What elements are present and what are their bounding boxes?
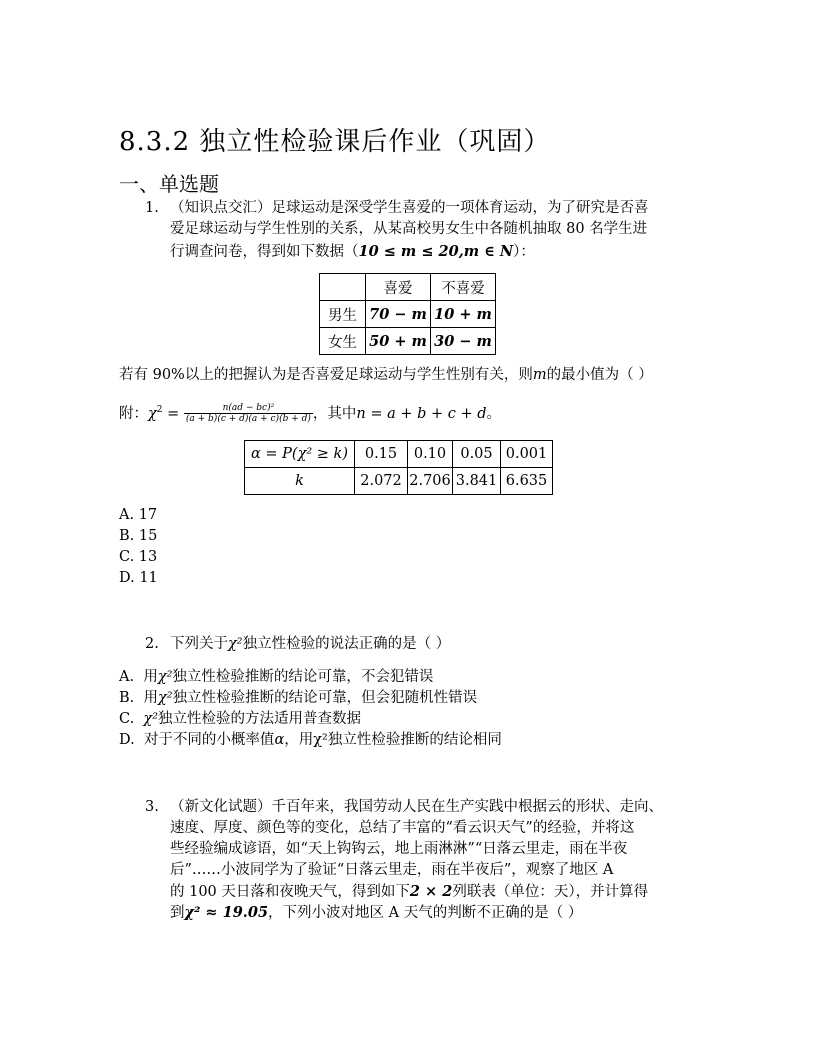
table-cell: k <box>245 468 355 495</box>
table-row <box>245 441 553 468</box>
table-row <box>320 301 496 328</box>
option-text-post: ，用χ²独立性检验推断的结论相同 <box>284 732 502 748</box>
q3-line5-pre: 的 100 天日落和夜晚天气，得到如下 <box>170 884 410 900</box>
q1-note-eq: = <box>162 405 184 422</box>
q1-note-mid: ，其中 <box>312 405 357 422</box>
q1-stem-pre: 若有 90%以上的把握认为是否喜爱足球运动与学生性别有关，则 <box>119 367 533 383</box>
q1-line2: 爱足球运动与学生性别的关系，从某高校男女生中各随机抽取 80 名学生进 <box>170 221 648 237</box>
section-heading: 一、单选题 <box>119 172 219 196</box>
q2-stem-chi: χ² <box>228 636 243 652</box>
q3-line3: 些经验编成谚语，如“天上钩钩云，地上雨淋淋”“日落云里走，雨在半夜 <box>170 841 628 857</box>
q1-line3-pre: 行调查问卷，得到如下数据（ <box>170 244 359 260</box>
page-title: 8.3.2 独立性检验课后作业（巩固） <box>119 127 551 157</box>
table-cell: 0.10 <box>408 441 453 468</box>
q3-line5 <box>170 881 648 903</box>
table-cell: 0.15 <box>355 441 408 468</box>
option-math: χ² <box>143 711 159 727</box>
q2-option-d[interactable] <box>119 730 502 751</box>
option-text-post: 独立性检验推断的结论可靠，但会犯随机性错误 <box>172 690 478 706</box>
table-cell: α = P(χ² ≥ k) <box>245 441 355 468</box>
q2-option-a[interactable] <box>119 667 433 688</box>
q3-line6 <box>170 902 582 924</box>
fraction-denominator: (a + b)(c + d)(a + c)(b + d) <box>185 414 311 425</box>
table-cell: 6.635 <box>501 468 553 495</box>
option-label: A. <box>119 669 135 685</box>
q1-range-math: 10 ≤ m ≤ 20,m ∈ N <box>358 243 514 260</box>
q2-number: 2. <box>145 636 159 652</box>
option-math: χ² <box>157 669 173 685</box>
q1-note-end: 。 <box>486 405 502 422</box>
table-cell: 70 − m <box>366 301 431 328</box>
q3-line4: 后”……小波同学为了验证“日落云里走，雨在半夜后”，观察了地区 A <box>170 862 614 878</box>
table-cell: 男生 <box>320 301 366 328</box>
fraction-numerator: n(ad − bc)² <box>184 403 313 414</box>
table-cell: 3.841 <box>453 468 501 495</box>
q1-number: 1. <box>145 200 159 216</box>
q3-line2: 速度、厚度、颜色等的变化，总结了丰富的“看云识天气”的经验，并将这 <box>170 820 635 836</box>
q3-line6-post: ，下列小波对地区 A 天气的判断不正确的是（ ） <box>268 905 583 921</box>
q1-stem-var: m <box>532 367 547 383</box>
q1-note-math: n = a + b + c + d <box>356 405 487 422</box>
q3-line5-post: 列联表（单位：天），并计算得 <box>452 884 649 900</box>
q3-number: 3. <box>145 799 159 815</box>
table-cell: 50 + m <box>366 328 431 355</box>
q1-line1: （知识点交汇）足球运动是深受学生喜爱的一项体育运动，为了研究是否喜 <box>170 200 649 216</box>
critical-value-table <box>244 440 553 495</box>
q1-option-a[interactable]: A. 17 <box>119 507 158 523</box>
table-row <box>245 468 553 495</box>
table-cell: 0.05 <box>453 441 501 468</box>
table-row <box>320 328 496 355</box>
option-label: B. <box>119 690 135 706</box>
q1-formula-note: 附：$\chi^2$ = $\frac{\text{n(ad − bc)²}}{(a + b)(c + d)(a + c)(b + d)}$ ，其中n = a + b + c + d。 <box>119 403 502 425</box>
option-math: α <box>274 732 285 748</box>
q2-stem-post: 独立性检验的说法正确的是（ ） <box>242 636 451 652</box>
q1-stem-post: 的最小值为（ ） <box>546 367 653 383</box>
table-cell: 2.072 <box>355 468 408 495</box>
option-text-post: 独立性检验推断的结论可靠，不会犯错误 <box>172 669 434 685</box>
table-row <box>320 274 496 301</box>
q1-option-b[interactable]: B. 15 <box>119 528 158 544</box>
table-cell <box>320 274 366 301</box>
q1-option-c[interactable]: C. 13 <box>119 549 158 565</box>
q1-data-table <box>319 273 496 355</box>
option-text-pre: 用 <box>143 690 158 706</box>
option-math: χ² <box>157 690 173 706</box>
q3-line6-pre: 到 <box>170 905 185 921</box>
option-text-pre: 用 <box>143 669 158 685</box>
chi-symbol: χ <box>148 405 157 422</box>
table-cell: 2.706 <box>408 468 453 495</box>
option-text-pre: 对于不同的小概率值 <box>143 732 275 748</box>
q2-option-b[interactable] <box>119 688 477 709</box>
q1-line3-post: ）： <box>513 244 535 260</box>
q2-stem-pre: 下列关于 <box>170 636 228 652</box>
option-label: D. <box>119 732 135 748</box>
table-cell: 女生 <box>320 328 366 355</box>
q1-option-d[interactable]: D. 11 <box>119 570 158 586</box>
table-cell: 30 − m <box>431 328 496 355</box>
table-cell: 0.001 <box>501 441 553 468</box>
table-cell: 不喜爱 <box>431 274 496 301</box>
q2-stem <box>170 634 450 655</box>
q1-line3 <box>170 241 535 263</box>
q3-line1: （新文化试题）千百年来，我国劳动人民在生产实践中根据云的形状、走向、 <box>170 799 663 815</box>
q1-stem <box>119 365 653 386</box>
q1-note-pre: 附： <box>119 405 148 422</box>
q3-line5-math: 2 × 2 <box>409 883 453 900</box>
option-text-post: 独立性检验的方法适用普查数据 <box>158 711 362 727</box>
q2-option-c[interactable] <box>119 709 361 730</box>
chi-square-fraction <box>184 403 313 424</box>
table-cell: 喜爱 <box>366 274 431 301</box>
q3-line6-math: χ² ≈ 19.05 <box>184 904 269 921</box>
table-cell: 10 + m <box>431 301 496 328</box>
option-label: C. <box>119 711 135 727</box>
